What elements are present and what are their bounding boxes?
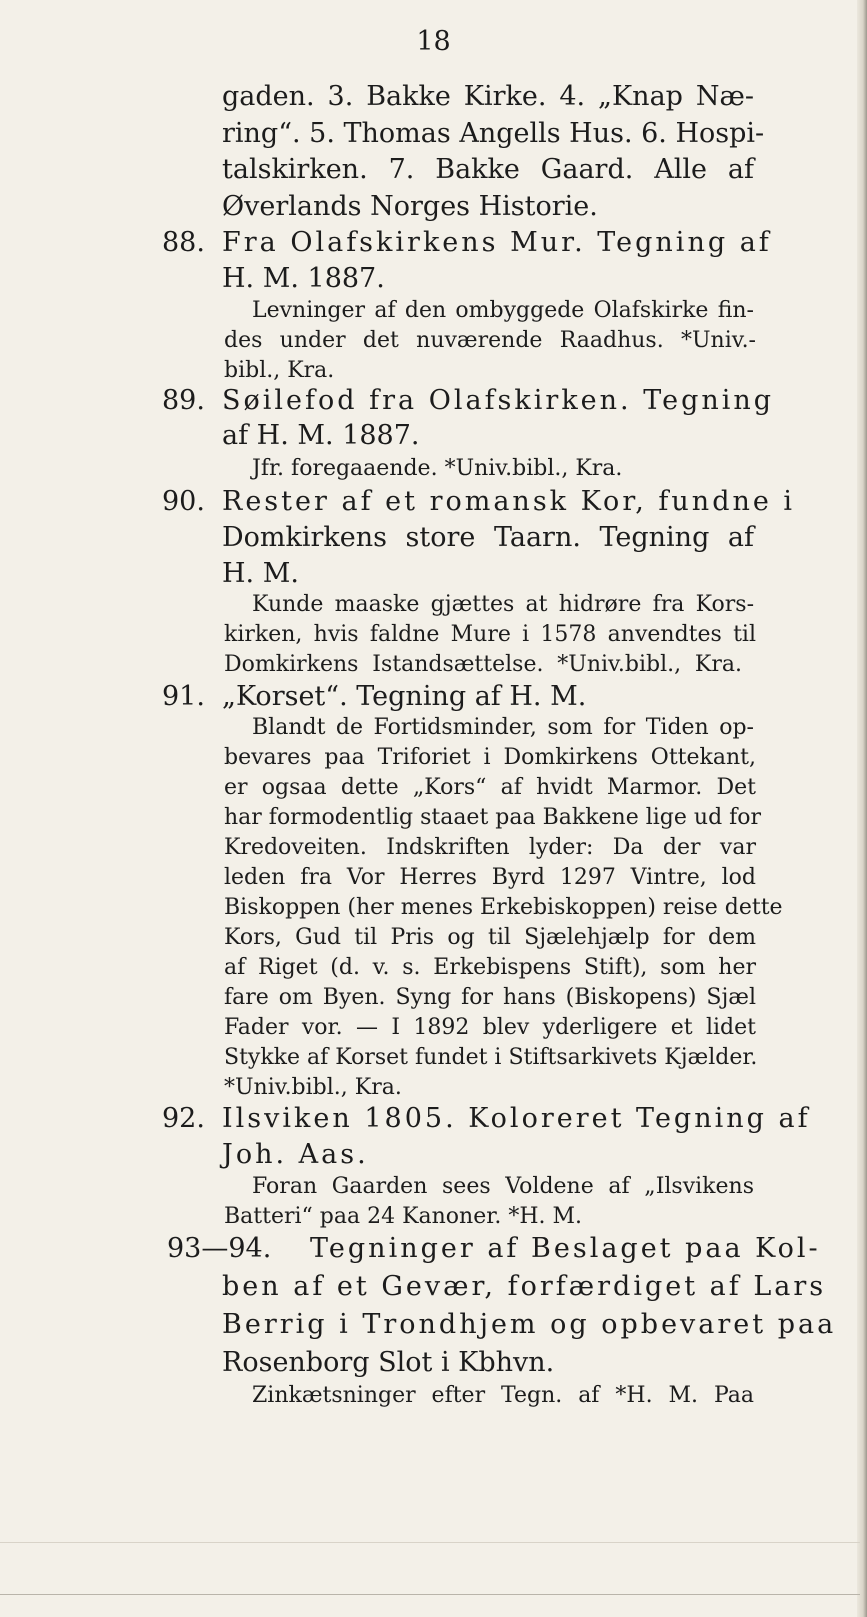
entry-title-line: H. M. 1887. <box>222 263 385 294</box>
entry-title-line: Berrig i Trondhjem og opbevaret paa <box>222 1309 837 1340</box>
entry-note-line: Jfr. foregaaende. *Univ.bibl., Kra. <box>252 456 623 481</box>
entry-number: 92. <box>162 1103 205 1134</box>
page-edge <box>857 0 867 1617</box>
entry-note-line: Biskoppen (her menes Erkebiskoppen) reise dette <box>224 895 783 920</box>
entry-line: gaden. 3. Bakke Kirke. 4. „Knap Næ- <box>222 81 754 112</box>
entry-number: 90. <box>162 486 205 517</box>
entry-title-line: Rosenborg Slot i Kbhvn. <box>222 1347 555 1378</box>
entry-note-line: af Riget (d. v. s. Erkebispens Stift), som her <box>224 955 756 980</box>
entry-note-line: Batteri“ paa 24 Kanoner. *H. M. <box>224 1204 583 1229</box>
entry-title-line: ben af et Gevær, forfærdiget af Lars <box>222 1271 827 1302</box>
entry-note-line: Foran Gaarden sees Voldene af „Ilsvikens <box>252 1174 754 1199</box>
entry-line: ring“. 5. Thomas Angells Hus. 6. Hospi- <box>222 118 765 149</box>
entry-note-line: fare om Byen. Syng for hans (Biskopens) Sjæl <box>224 985 756 1010</box>
entry-note-line: Kunde maaske gjættes at hidrøre fra Kors- <box>252 592 754 617</box>
entry-number: 93—94. <box>167 1233 272 1264</box>
entry-title-line: Søilefod fra Olafskirken. Tegning <box>222 385 775 416</box>
entry-note-line: bibl., Kra. <box>224 358 335 383</box>
entry-title-line: „Korset“. Tegning af H. M. <box>222 681 587 712</box>
entry-title-line: Ilsviken 1805. Koloreret Tegning af <box>222 1103 811 1134</box>
entry-title-line: Joh. Aas. <box>222 1139 369 1170</box>
entry-note-line: bevares paa Triforiet i Domkirkens Ottekant, <box>224 745 756 770</box>
entry-title-line: Rester af et romansk Kor, fundne i <box>222 486 796 517</box>
page-number: 18 <box>416 26 451 57</box>
entry-number: 89. <box>162 385 205 416</box>
entry-note-line: er ogsaa dette „Kors“ af hvidt Marmor. Det <box>224 775 756 800</box>
entry-note-line: Levninger af den ombyggede Olafskirke fin- <box>252 298 754 323</box>
entry-note-line: kirken, hvis faldne Mure i 1578 anvendtes til <box>224 622 756 647</box>
entry-line: Øverlands Norges Historie. <box>222 191 598 222</box>
entry-title-line: H. M. <box>222 558 299 589</box>
entry-line: talskirken. 7. Bakke Gaard. Alle af <box>222 154 754 185</box>
entry-note-line: Fader vor. — I 1892 blev yderligere et lidet <box>224 1015 756 1040</box>
entry-title-line: Domkirkens store Taarn. Tegning af <box>222 522 754 553</box>
entry-note-line: Zinkætsninger efter Tegn. af *H. M. Paa <box>252 1383 754 1408</box>
entry-note-line: Blandt de Fortidsminder, som for Tiden op- <box>252 715 754 740</box>
entry-note-line: *Univ.bibl., Kra. <box>224 1075 402 1100</box>
entry-note-line: Domkirkens Istandsættelse. *Univ.bibl., Kra. <box>224 652 742 677</box>
entry-title-line: Tegninger af Beslaget paa Kol- <box>310 1233 821 1264</box>
entry-note-line: Kors, Gud til Pris og til Sjælehjælp for dem <box>224 925 756 950</box>
entry-note-line: har formodentlig staaet paa Bakkene lige ud for <box>224 805 762 830</box>
divider <box>0 1594 860 1595</box>
entry-number: 88. <box>162 227 205 258</box>
entry-note-line: leden fra Vor Herres Byrd 1297 Vintre, lod <box>224 865 756 890</box>
entry-note-line: Stykke af Korset fundet i Stiftsarkivets Kjælder. <box>224 1045 758 1070</box>
entry-note-line: des under det nuværende Raadhus. *Univ.- <box>224 328 756 353</box>
entry-title-line: Fra Olafskirkens Mur. Tegning af <box>222 227 772 258</box>
entry-number: 91. <box>162 681 205 712</box>
divider <box>0 1542 860 1543</box>
entry-note-line: Kredoveiten. Indskriften lyder: Da der var <box>224 835 756 860</box>
entry-title-line: af H. M. 1887. <box>222 420 420 451</box>
